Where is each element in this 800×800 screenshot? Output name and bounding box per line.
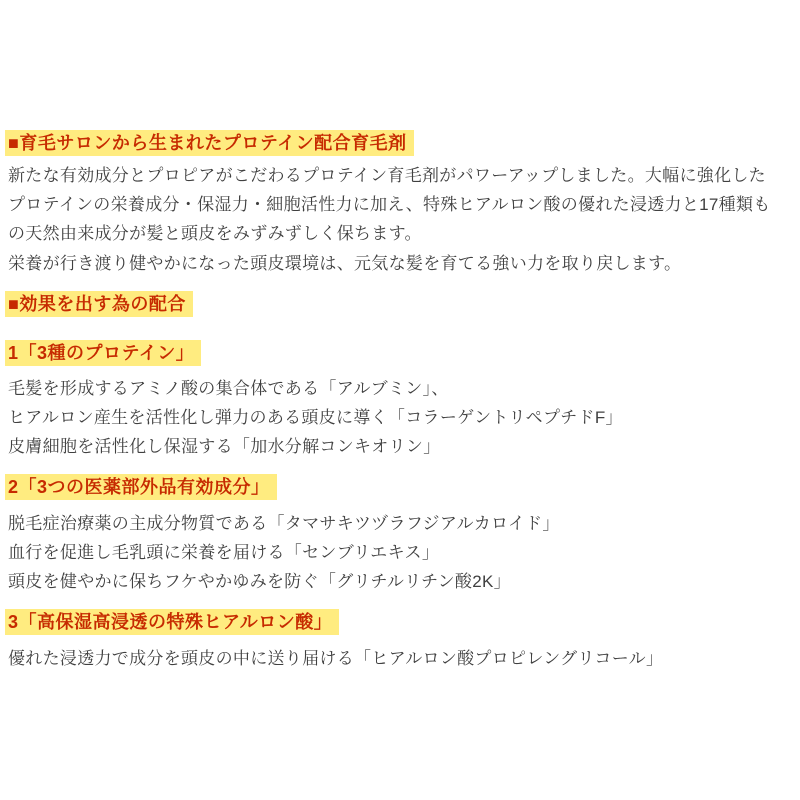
intro-paragraph-line-1: 新たな有効成分とプロピアがこだわるプロテイン育毛剤がパワーアップしました。大幅に強化した	[8, 166, 766, 185]
intro-paragraph-line-2: プロテインの栄養成分・保湿力・細胞活性力に加え、特殊ヒアルロン酸の優れた浸透力と17種類も	[8, 195, 771, 214]
blend-section-heading: ■効果を出す為の配合	[5, 291, 193, 317]
intro-paragraph-line-3: の天然由来成分が髪と頭皮をみずみずしく保ちます。	[8, 224, 422, 243]
group1-line-3: 皮膚細胞を活性化し保湿する「加水分解コンキオリン」	[8, 437, 441, 456]
intro-heading-row	[8, 130, 792, 156]
group1-heading-row	[8, 340, 792, 366]
description-content	[8, 130, 792, 673]
blend-heading-row	[8, 291, 792, 317]
group2-heading: 2「3つの医薬部外品有効成分」	[5, 474, 277, 500]
group1-line-1: 毛髪を形成するアミノ酸の集合体である「アルブミン」、	[8, 379, 449, 398]
group2-heading-row	[8, 474, 792, 500]
group3-heading-row	[8, 609, 792, 635]
group1-heading: 1「3種のプロテイン」	[5, 340, 201, 366]
group2-line-1: 脱毛症治療薬の主成分物質である「タマサキツヅラフジアルカロイド」	[8, 514, 560, 533]
intro-paragraph-line-4: 栄養が行き渡り健やかになった頭皮環境は、元気な髪を育てる強い力を取り戻します。	[8, 254, 682, 273]
group3-line-1: 優れた浸透力で成分を頭皮の中に送り届ける「ヒアルロン酸プロピレングリコール」	[8, 649, 664, 668]
group2-line-2: 血行を促進し毛乳頭に栄養を届ける「センブリエキス」	[8, 543, 440, 562]
group3-heading: 3「高保湿高浸透の特殊ヒアルロン酸」	[5, 609, 339, 635]
group1-line-2: ヒアルロン産生を活性化し弾力のある頭皮に導く「コラーゲントリペプチドF」	[8, 408, 623, 427]
intro-section-heading: ■育毛サロンから生まれたプロテイン配合育毛剤	[5, 130, 414, 156]
group2-line-3: 頭皮を健やかに保ちフケやかゆみを防ぐ「グリチルリチン酸2K」	[8, 572, 511, 591]
